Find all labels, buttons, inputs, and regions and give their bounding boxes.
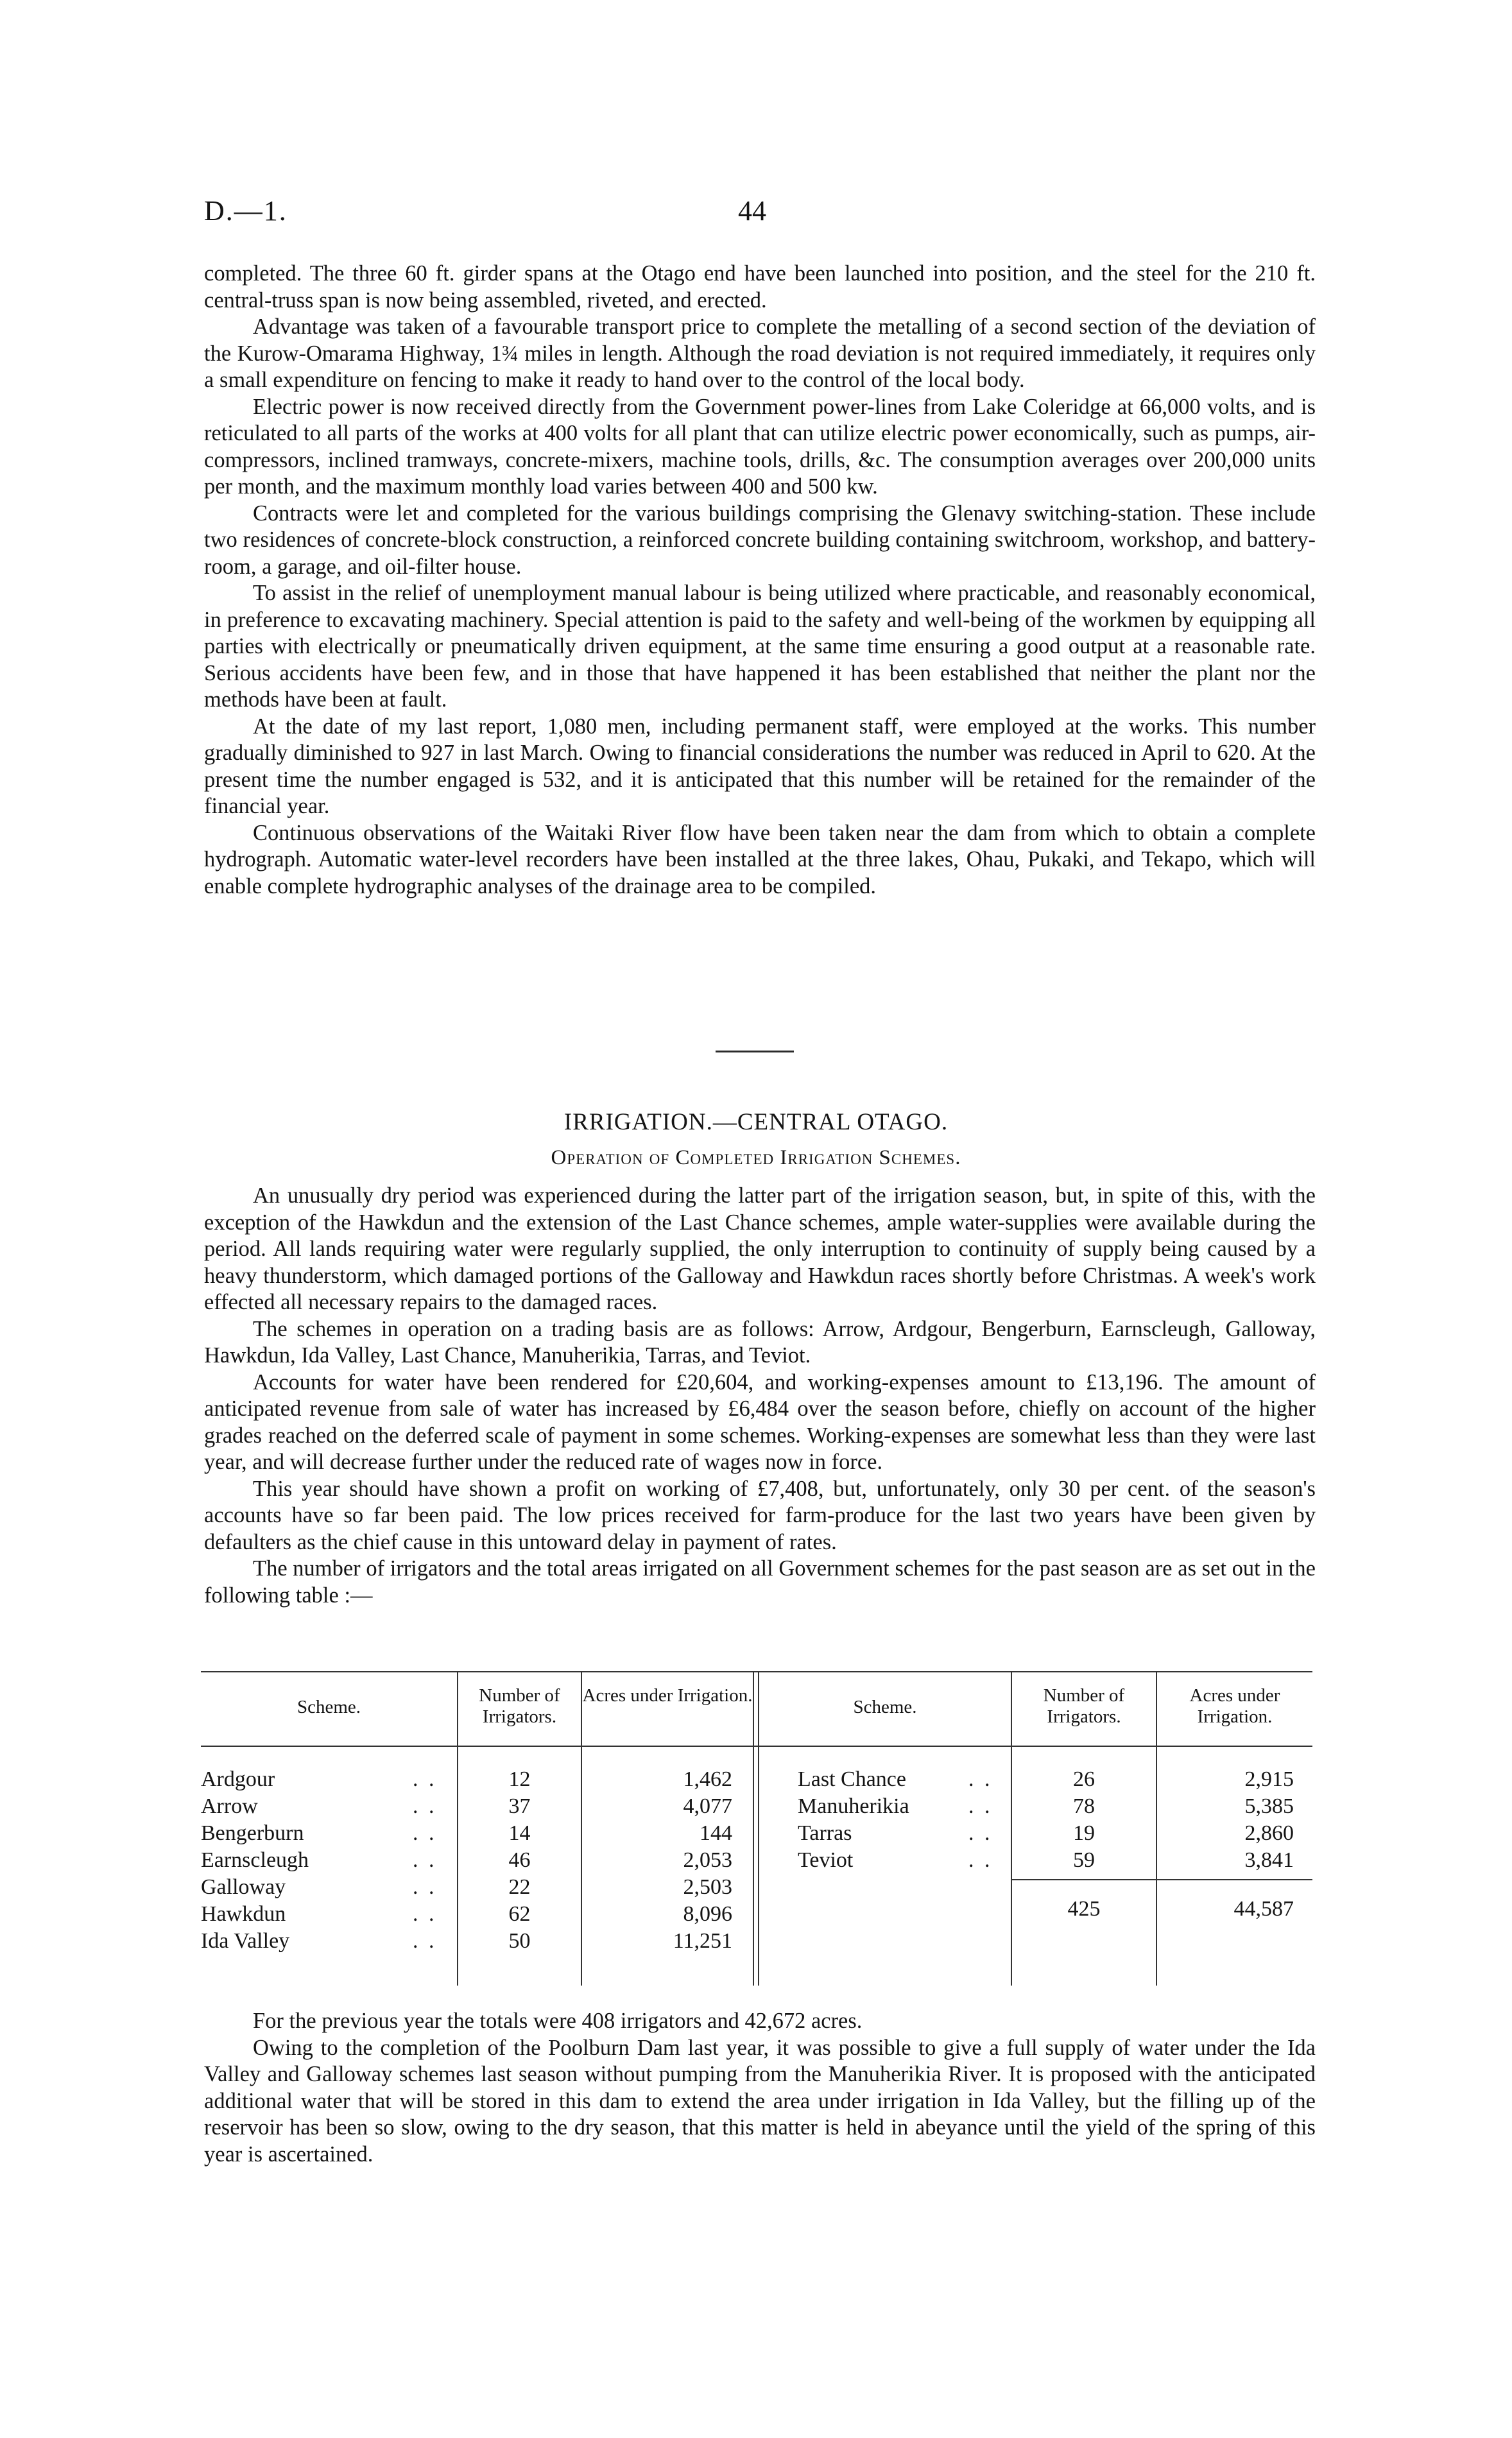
table-cell-scheme: Ida Valley <box>201 1929 290 1953</box>
paragraph-unemployment-relief: To assist in the relief of unemployment manual labour is being utilized where practicable, and reasonably economical, in preference to excavating machinery. Special attention is paid to the safety and well-being of the workmen by equipping all parties with electrically or pneumatically driven equipment, at the same time ensuring a good output at a reasonable rate. Serious accidents have been few, and in those that have happened it has been established that neither the plant nor the methods have been at fault. <box>204 581 1316 712</box>
page-number: 44 <box>738 195 766 227</box>
paragraph-hydrograph: Continuous observations of the Waitaki River flow have been taken near the dam from which to obtain a complete hydrograph. Automatic water-level recorders have been installed at the three lakes, Ohau, Pukaki, and Tekapo, which will enable complete hydrographic analyses of the drainage area to be compiled. <box>204 820 1316 898</box>
left-header-scheme: Scheme. <box>296 1697 361 1717</box>
section-title: IRRIGATION.—CENTRAL OTAGO. <box>563 1109 949 1135</box>
table-leader: . . <box>413 1794 437 1818</box>
paragraph-electric-power: Electric power is now received directly from the Government power-lines from Lake Coleridge at 66,000 volts, and is reticulated to all parts of the works at 400 volts for all plant that can utilize electric power economically, such as pumps, air-compressors, inclined tramways, concrete-mixers, machine tools, drills, &c. The consumption averages over 200,000 units per month, and the maximum monthly load varies between 400 and 500 kw. <box>204 394 1316 499</box>
section-subtitle: Operation of Completed Irrigation Schemes. <box>551 1146 961 1169</box>
table-cell-irrigators: 37 <box>508 1794 531 1818</box>
table-cell-scheme: Hawkdun <box>201 1902 286 1926</box>
table-cell-scheme: Teviot <box>798 1848 854 1872</box>
table-cell-irrigators: 59 <box>1073 1848 1095 1872</box>
table-cell-irrigators: 46 <box>508 1848 531 1872</box>
paragraph-schemes-list: The schemes in operation on a trading basis are as follows: Arrow, Ardgour, Bengerburn, Earnscleugh, Galloway, Hawkdun, Ida Valley, Last Chance, Manuherikia, Tarras, and Teviot. <box>204 1316 1316 1368</box>
table-cell-acres: 2,053 <box>683 1848 732 1872</box>
table-leader: . . <box>413 1848 437 1872</box>
table-cell-irrigators: 14 <box>508 1821 531 1845</box>
table-cell-acres: 3,841 <box>1244 1848 1294 1872</box>
right-header-acres: Acres under Irrigation. <box>1189 1685 1280 1727</box>
table-cell-scheme: Earnscleugh <box>201 1848 309 1872</box>
table-cell-acres: 5,385 <box>1244 1794 1294 1818</box>
table-cell-acres: 144 <box>700 1821 732 1845</box>
table-cell-acres: 8,096 <box>683 1902 732 1926</box>
paragraph-completed: completed. The three 60 ft. girder spans at the Otago end have been launched into position, and the steel for the 210 ft. central-truss span is now being assembled, riveted, and erected. <box>204 261 1316 313</box>
right-header-irrigators: Number of Irrigators. <box>1043 1685 1125 1727</box>
paragraph-dry-period: An unusually dry period was experienced during the latter part of the irrigation season, but, in spite of this, with the exception of the Hawkdun and the extension of the Last Chance schemes, ample water-supplies were available during the period. All lands requiring water were regularly supplied, the only interruption to continuity of supply being caused by a heavy thunderstorm, which damaged portions of the Galloway and Hawkdun races shortly before Christmas. A week's work effected all necessary repairs to the damaged races. <box>204 1183 1316 1314</box>
table-leader: . . <box>968 1794 993 1818</box>
table-leader: . . <box>413 1767 437 1791</box>
paragraph-highway-metalling: Advantage was taken of a favourable transport price to complete the metalling of a second section of the deviation of the Kurow-Omarama Highway, 1¾ miles in length. Although the road deviation is not required immediately, it requires only a small expenditure on fencing to make it ready to hand over to the control of the local body. <box>204 314 1316 392</box>
table-top-rule <box>201 1671 1312 1672</box>
table-cell-scheme: Arrow <box>201 1794 258 1818</box>
table-cell-acres: 1,462 <box>683 1767 732 1791</box>
report-body-bottom <box>204 2008 1316 2168</box>
totals-rule <box>1011 1879 1312 1880</box>
table-leader: . . <box>968 1848 993 1872</box>
paragraph-contracts: Contracts were let and completed for the various buildings comprising the Glenavy switching-station. These include two residences of concrete-block construction, a reinforced concrete building containing switchroom, workshop, and battery-room, a garage, and oil-filter house. <box>204 501 1316 579</box>
section-divider <box>716 1051 794 1052</box>
table-cell-irrigators: 50 <box>508 1929 531 1953</box>
table-cell-irrigators: 26 <box>1073 1767 1095 1791</box>
table-leader: . . <box>968 1821 993 1845</box>
table-cell-acres: 4,077 <box>683 1794 732 1818</box>
table-leader: . . <box>413 1821 437 1845</box>
total-irrigators: 425 <box>1067 1897 1101 1921</box>
paragraph-accounts: Accounts for water have been rendered for £20,604, and working-expenses amount to £13,196. The amount of anticipated revenue from sale of water has increased by £6,484 over the season before, chiefly on account of the higher grades reached on the deferred scale of payment in some schemes. Working-expenses are somewhat less than they were last year, and will decrease further under the reduced rate of wages now in force. <box>204 1369 1316 1474</box>
table-cell-acres: 2,860 <box>1244 1821 1294 1845</box>
table-cell-irrigators: 19 <box>1073 1821 1095 1845</box>
paragraph-employment: At the date of my last report, 1,080 men, including permanent staff, were employed at the works. This number gradually diminished to 927 in last March. Owing to financial considerations the number was reduced in April to 620. At the present time the number engaged is 532, and it is anticipated that this number will be retained for the remainder of the financial year. <box>204 714 1316 818</box>
left-header-acres: Acres under Irrigation. <box>582 1685 753 1706</box>
table-cell-scheme: Bengerburn <box>201 1821 304 1845</box>
irrigation-table <box>201 1671 1312 1986</box>
table-cell-irrigators: 62 <box>508 1902 531 1926</box>
irrigation-body <box>204 1183 1316 1609</box>
table-cell-scheme: Galloway <box>201 1875 286 1899</box>
table-cell-scheme: Ardgour <box>201 1767 275 1791</box>
table-cell-irrigators: 22 <box>508 1875 531 1899</box>
paragraph-poolburn-dam: Owing to the completion of the Poolburn Dam last year, it was possible to give a full supply of water under the Ida Valley and Galloway schemes last season without pumping from the Manuherikia River. It is proposed with the anticipated additional water that will be stored in this dam to extend the area under irrigation in Ida Valley, but the filling up of the reservoir has been so slow, owing to the dry season, that this matter is held in abeyance until the yield of the spring of this year is ascertained. <box>204 2035 1316 2167</box>
table-cell-acres: 2,915 <box>1244 1767 1294 1791</box>
table-cell-irrigators: 78 <box>1073 1794 1095 1818</box>
table-center-rule <box>758 1671 759 1986</box>
table-header-rule <box>201 1746 1312 1747</box>
total-acres: 44,587 <box>1233 1897 1294 1921</box>
paragraph-previous-totals: For the previous year the totals were 408 irrigators and 42,672 acres. <box>253 2009 863 2033</box>
table-cell-scheme: Last Chance <box>798 1767 906 1791</box>
left-header-irrigators: Number of Irrigators. <box>479 1685 560 1727</box>
table-leader: . . <box>968 1767 993 1791</box>
report-body-top <box>204 261 1316 900</box>
right-header-scheme: Scheme. <box>853 1697 917 1717</box>
table-leader: . . <box>413 1875 437 1899</box>
table-cell-acres: 11,251 <box>673 1929 732 1953</box>
table-cell-scheme: Manuherikia <box>798 1794 909 1818</box>
table-cell-irrigators: 12 <box>508 1767 531 1791</box>
table-center-rule <box>753 1671 754 1986</box>
table-leader: . . <box>413 1902 437 1926</box>
table-cell-acres: 2,503 <box>683 1875 732 1899</box>
table-leader: . . <box>413 1929 437 1953</box>
table-cell-scheme: Tarras <box>798 1821 852 1845</box>
document-reference: D.—1. <box>204 195 288 227</box>
paragraph-profit: This year should have shown a profit on working of £7,408, but, unfortunately, only 30 per cent. of the season's accounts have so far been paid. The low prices received for farm-produce for the last two years have been given by defaulters as the chief cause in this untoward delay in payment of rates. <box>204 1476 1316 1554</box>
paragraph-table-intro: The number of irrigators and the total areas irrigated on all Government schemes for the past season are as set out in the following table :— <box>204 1556 1316 1608</box>
